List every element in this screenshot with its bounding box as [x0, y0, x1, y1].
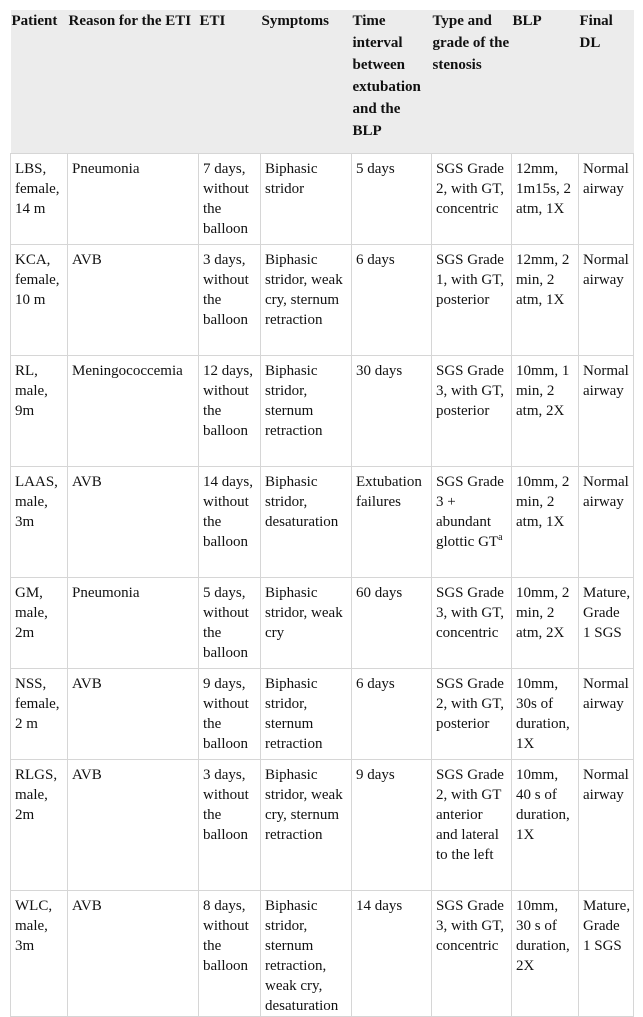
- cell-eti: 14 days, without the balloon: [199, 467, 261, 578]
- cell-eti: 7 days, without the balloon: [199, 154, 261, 245]
- cell-patient: GM, male, 2m: [11, 578, 68, 669]
- header-interval: Time interval between extubation and the BLP: [352, 13, 421, 139]
- cell-patient: LBS, female, 14 m: [11, 154, 68, 245]
- header-final-dl: Final DL: [579, 13, 613, 51]
- patients-table: [10, 10, 634, 1017]
- cell-stenosis: SGS Grade 3, with GT, concentric: [432, 891, 512, 1017]
- cell-reason: AVB: [68, 467, 199, 578]
- cell-stenosis: [432, 467, 512, 578]
- cell-symptoms: Biphasic stridor, sternum retraction: [261, 356, 352, 467]
- cell-blp: 10mm, 30s of duration, 1X: [512, 669, 579, 760]
- cell-symptoms: Biphasic stridor, desaturation: [261, 467, 352, 578]
- cell-symptoms: Biphasic stridor, weak cry: [261, 578, 352, 669]
- cell-final-dl: Normal airway: [579, 467, 634, 578]
- cell-stenosis: SGS Grade 1, with GT, posterior: [432, 245, 512, 356]
- cell-eti: 5 days, without the balloon: [199, 578, 261, 669]
- cell-final-dl: Normal airway: [579, 760, 634, 891]
- cell-blp: 10mm, 2 min, 2 atm, 2X: [512, 578, 579, 669]
- cell-blp: 10mm, 2 min, 2 atm, 1X: [512, 467, 579, 578]
- table-container: [10, 10, 633, 1017]
- footnote-marker: a: [498, 532, 503, 543]
- cell-interval: Extubation failures: [352, 467, 432, 578]
- cell-stenosis: SGS Grade 2, with GT anterior and lateral to the left: [432, 760, 512, 891]
- cell-patient: RLGS, male, 2m: [11, 760, 68, 891]
- cell-reason: Meningococcemia: [68, 356, 199, 467]
- cell-eti: 9 days, without the balloon: [199, 669, 261, 760]
- stenosis-text: SGS Grade 3 + abundant glottic GT: [436, 474, 504, 550]
- cell-interval: 9 days: [352, 760, 432, 891]
- cell-interval: 6 days: [352, 245, 432, 356]
- cell-interval: 14 days: [352, 891, 432, 1017]
- cell-blp: 10mm, 1 min, 2 atm, 2X: [512, 356, 579, 467]
- cell-interval: 5 days: [352, 154, 432, 245]
- cell-eti: 12 days, without the balloon: [199, 356, 261, 467]
- cell-interval: 60 days: [352, 578, 432, 669]
- cell-reason: Pneumonia: [68, 154, 199, 245]
- cell-symptoms: Biphasic stridor: [261, 154, 352, 245]
- cell-final-dl: Normal airway: [579, 356, 634, 467]
- table-row: [11, 891, 634, 1017]
- cell-eti: 8 days, without the balloon: [199, 891, 261, 1017]
- cell-patient: WLC, male, 3m: [11, 891, 68, 1017]
- header-patient: Patient: [11, 13, 58, 29]
- cell-blp: 10mm, 30 s of duration, 2X: [512, 891, 579, 1017]
- cell-interval: 6 days: [352, 669, 432, 760]
- cell-symptoms: Biphasic stridor, sternum retraction: [261, 669, 352, 760]
- cell-patient: LAAS, male, 3m: [11, 467, 68, 578]
- table-row: [11, 578, 634, 669]
- header-blp: BLP: [512, 13, 542, 29]
- cell-final-dl: Normal airway: [579, 154, 634, 245]
- cell-interval: 30 days: [352, 356, 432, 467]
- cell-reason: AVB: [68, 245, 199, 356]
- cell-blp: 10mm, 40 s of duration, 1X: [512, 760, 579, 891]
- cell-stenosis: SGS Grade 2, with GT, posterior: [432, 669, 512, 760]
- table-row: [11, 154, 634, 245]
- cell-final-dl: Mature, Grade 1 SGS: [579, 578, 634, 669]
- cell-stenosis: SGS Grade 2, with GT, concentric: [432, 154, 512, 245]
- cell-reason: AVB: [68, 891, 199, 1017]
- table-row: [11, 467, 634, 578]
- cell-eti: 3 days, without the balloon: [199, 245, 261, 356]
- header-stenosis: Type and grade of the stenosis: [432, 13, 510, 73]
- cell-patient: KCA, female, 10 m: [11, 245, 68, 356]
- cell-patient: RL, male, 9m: [11, 356, 68, 467]
- table-row: [11, 669, 634, 760]
- header-reason: Reason for the ETI: [68, 13, 192, 29]
- table-row: [11, 356, 634, 467]
- cell-patient: NSS, female, 2 m: [11, 669, 68, 760]
- cell-symptoms: Biphasic stridor, sternum retraction, weak cry, desaturation: [261, 891, 352, 1017]
- cell-final-dl: Normal airway: [579, 669, 634, 760]
- header-row: [11, 10, 634, 154]
- cell-stenosis: SGS Grade 3, with GT, posterior: [432, 356, 512, 467]
- table-row: [11, 760, 634, 891]
- cell-final-dl: Mature, Grade 1 SGS: [579, 891, 634, 1017]
- cell-symptoms: Biphasic stridor, weak cry, sternum retraction: [261, 760, 352, 891]
- cell-stenosis: SGS Grade 3, with GT, concentric: [432, 578, 512, 669]
- cell-blp: 12mm, 2 min, 2 atm, 1X: [512, 245, 579, 356]
- cell-reason: Pneumonia: [68, 578, 199, 669]
- cell-final-dl: Normal airway: [579, 245, 634, 356]
- header-symptoms: Symptoms: [261, 13, 330, 29]
- cell-reason: AVB: [68, 760, 199, 891]
- cell-blp: 12mm, 1m15s, 2 atm, 1X: [512, 154, 579, 245]
- header-eti: ETI: [199, 13, 226, 29]
- cell-eti: 3 days, without the balloon: [199, 760, 261, 891]
- cell-reason: AVB: [68, 669, 199, 760]
- table-row: [11, 245, 634, 356]
- cell-symptoms: Biphasic stridor, weak cry, sternum retraction: [261, 245, 352, 356]
